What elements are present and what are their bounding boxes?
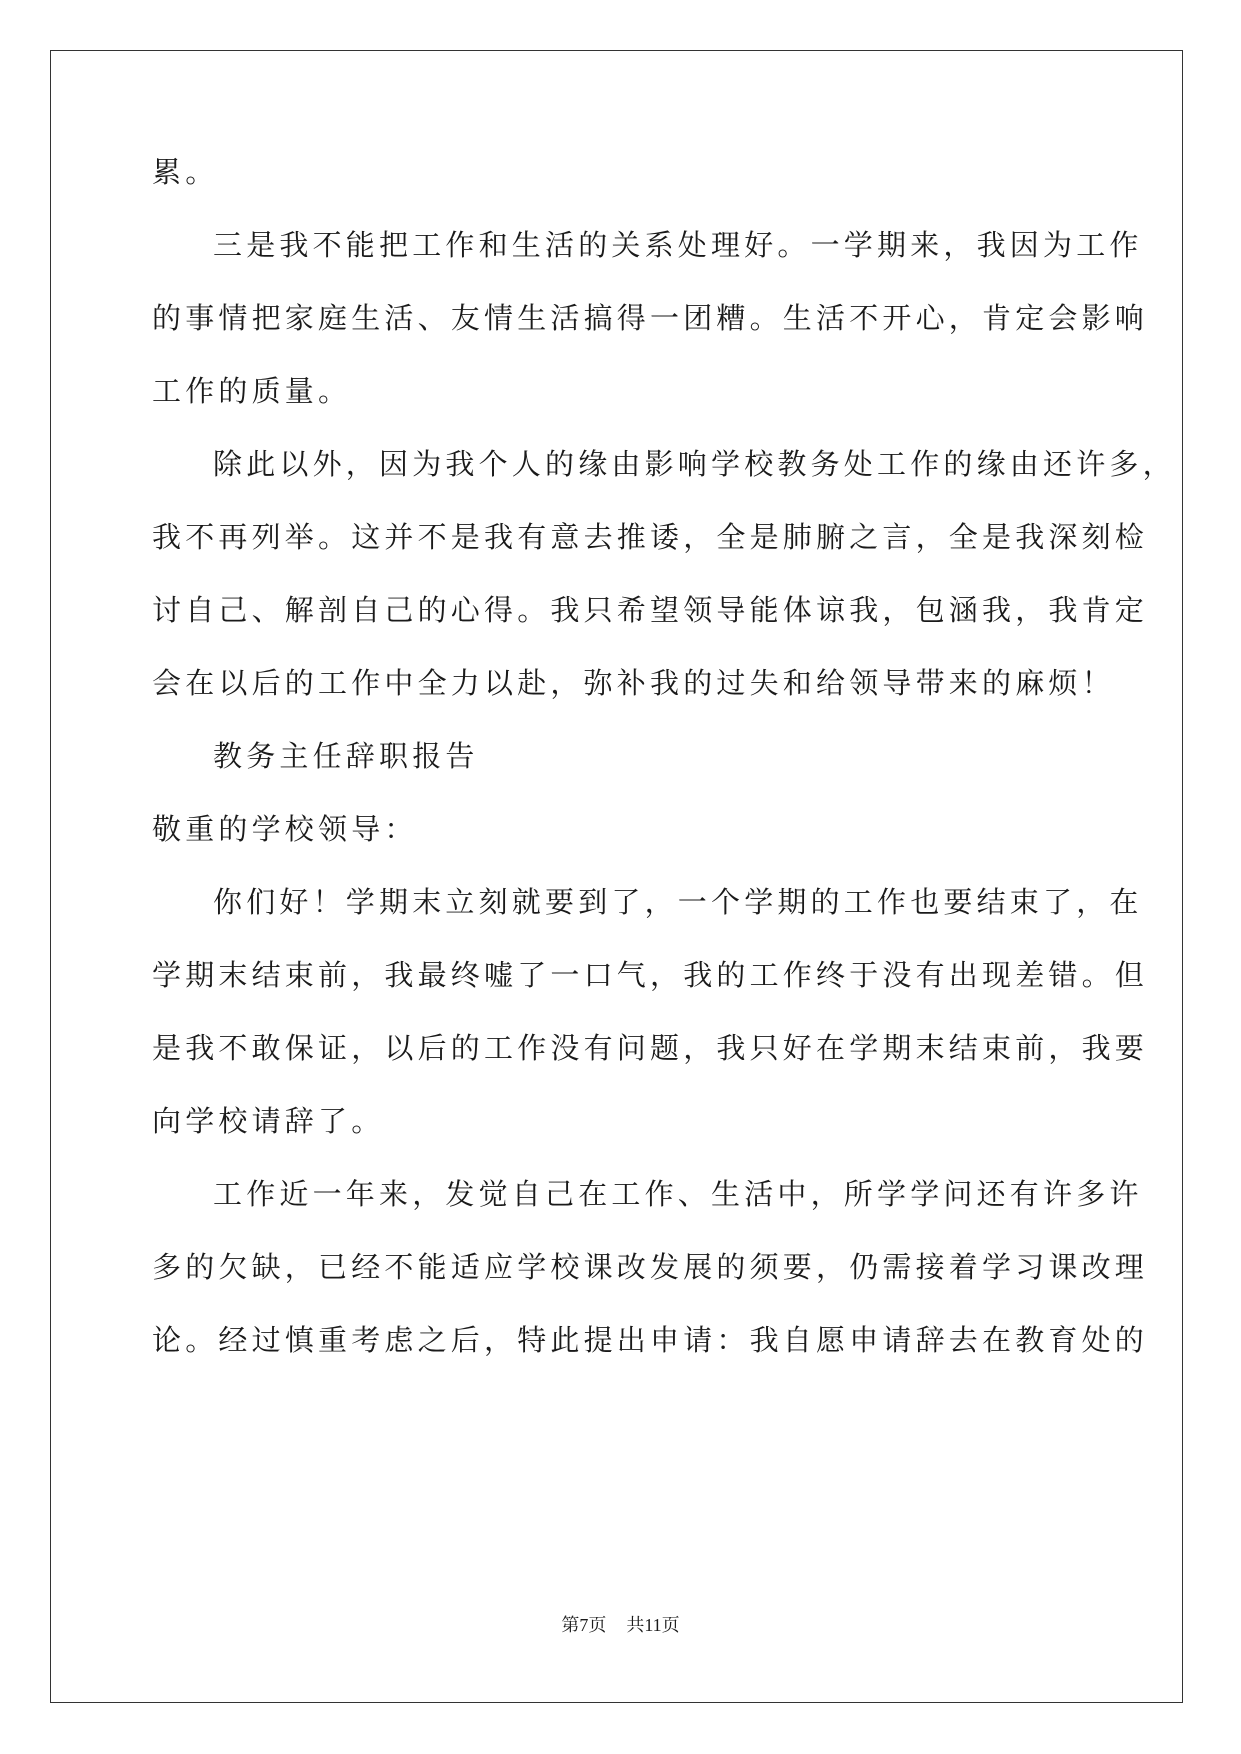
salutation: 敬重的学校领导： <box>152 812 418 846</box>
paragraph-first-line: 三是我不能把工作和生活的关系处理好。一学期来，我因为工作 <box>213 228 1143 262</box>
text-line: 讨自己、解剖自己的心得。我只希望领导能体谅我，包涵我，我肯定 <box>152 593 1149 627</box>
page-number-current: 第7页 <box>561 1615 607 1635</box>
text-line: 累。 <box>152 155 219 189</box>
paragraph-first-line: 除此以外，因为我个人的缘由影响学校教务处工作的缘由还许多， <box>213 447 1176 481</box>
text-line: 论。经过慎重考虑之后，特此提出申请：我自愿申请辞去在教育处的 <box>152 1323 1149 1357</box>
text-line: 向学校请辞了。 <box>152 1104 385 1138</box>
text-line: 会在以后的工作中全力以赴，弥补我的过失和给领导带来的麻烦！ <box>152 666 1115 700</box>
text-line: 是我不敢保证，以后的工作没有问题，我只好在学期末结束前，我要 <box>152 1031 1149 1065</box>
text-line: 学期末结束前，我最终嘘了一口气，我的工作终于没有出现差错。但 <box>152 958 1149 992</box>
text-line: 的事情把家庭生活、友情生活搞得一团糟。生活不开心，肯定会影响 <box>152 301 1149 335</box>
text-line: 工作的质量。 <box>152 374 352 408</box>
paragraph-first-line: 你们好！学期末立刻就要到了，一个学期的工作也要结束了，在 <box>213 885 1143 919</box>
text-line: 我不再列举。这并不是我有意去推诿，全是肺腑之言，全是我深刻检 <box>152 520 1149 554</box>
page-number-total: 共11页 <box>626 1615 680 1635</box>
paragraph-first-line: 工作近一年来，发觉自己在工作、生活中，所学学问还有许多许 <box>213 1177 1143 1211</box>
page-footer <box>0 1613 1241 1637</box>
text-line: 多的欠缺，已经不能适应学校课改发展的须要，仍需接着学习课改理 <box>152 1250 1149 1284</box>
section-title: 教务主任辞职报告 <box>213 739 479 773</box>
